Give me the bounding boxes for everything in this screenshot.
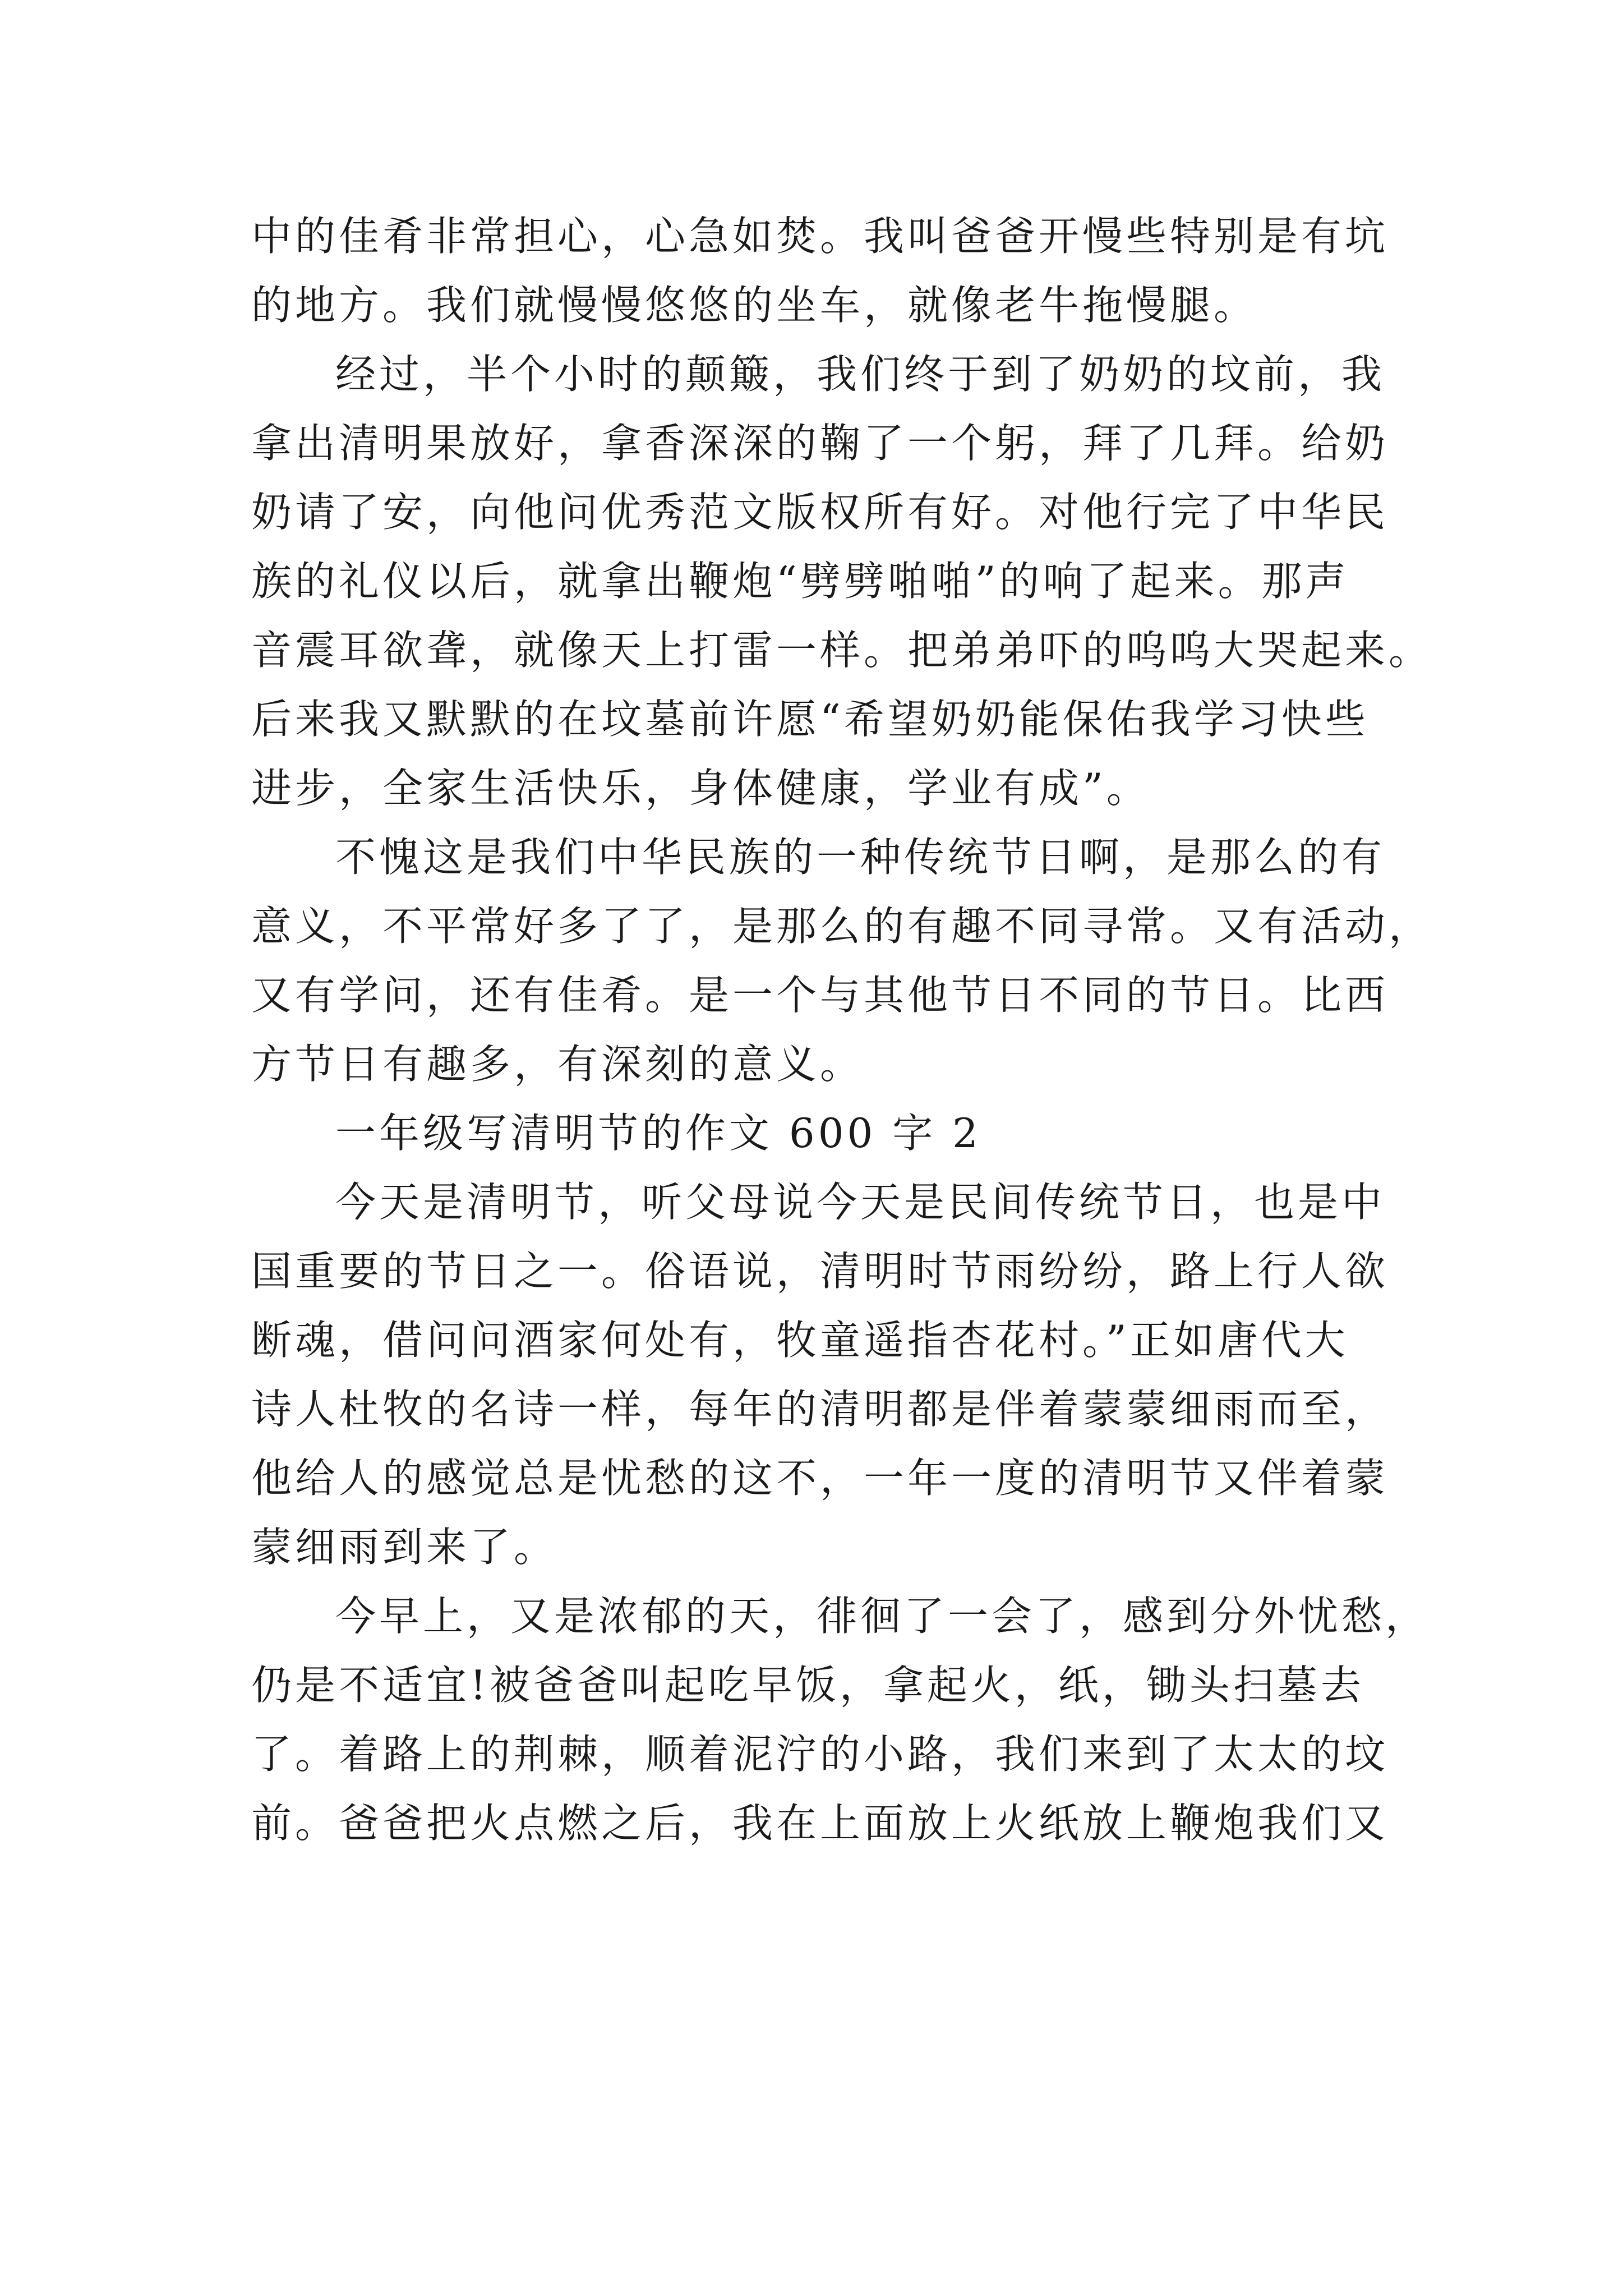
text-line: 音震耳欲聋，就像天上打雷一样。把弟弟吓的呜呜大哭起来。 — [251, 627, 1433, 674]
text-line: 经过，半个小时的颠簸，我们终于到了奶奶的坟前，我 — [335, 351, 1386, 398]
text-line: 意义，不平常好多了了，是那么的有趣不同寻常。又有活动， — [251, 903, 1433, 950]
text-line: 不愧这是我们中华民族的一种传统节日啊，是那么的有 — [335, 834, 1386, 881]
text-line: 今天是清明节，听父母说今天是民间传统节日，也是中 — [335, 1179, 1386, 1226]
text-line: 奶请了安，向他问优秀范文版权所有好。对他行完了中华民 — [251, 489, 1389, 536]
text-line: 国重要的节日之一。俗语说，清明时节雨纷纷，路上行人欲 — [251, 1248, 1389, 1295]
text-line: 他给人的感觉总是忧愁的这不，一年一度的清明节又伴着蒙 — [251, 1455, 1389, 1502]
text-line: 后来我又默默的在坟墓前许愿“希望奶奶能保佑我学习快些 — [251, 696, 1369, 743]
text-line: 断魂，借问问酒家何处有，牧童遥指杏花村。”正如唐代大 — [251, 1317, 1349, 1364]
text-line: 进步，全家生活快乐，身体健康，学业有成”。 — [251, 765, 1150, 812]
text-line: 又有学问，还有佳肴。是一个与其他节日不同的节日。比西 — [251, 972, 1389, 1019]
text-line: 仍是不适宜!被爸爸叫起吃早饭，拿起火，纸，锄头扫墓去 — [251, 1662, 1364, 1709]
text-line: 了。着路上的荆棘，顺着泥泞的小路，我们来到了太太的坟 — [251, 1731, 1389, 1778]
text-line: 中的佳肴非常担心，心急如焚。我叫爸爸开慢些特别是有坑 — [251, 213, 1389, 260]
text-line: 方节日有趣多，有深刻的意义。 — [251, 1041, 864, 1088]
text-line: 拿出清明果放好，拿香深深的鞠了一个躬，拜了几拜。给奶 — [251, 420, 1389, 467]
text-line: 的地方。我们就慢慢悠悠的坐车，就像老牛拖慢腿。 — [251, 282, 1258, 329]
text-line: 蒙细雨到来了。 — [251, 1524, 558, 1571]
text-line: 前。爸爸把火点燃之后，我在上面放上火纸放上鞭炮我们又 — [251, 1800, 1389, 1847]
text-line: 今早上，又是浓郁的天，徘徊了一会了，感到分外忧愁， — [335, 1593, 1430, 1640]
text-line: 族的礼仪以后，就拿出鞭炮“劈劈啪啪”的响了起来。那声 — [251, 558, 1349, 605]
document-body — [251, 202, 1433, 1858]
text-line: 诗人杜牧的名诗一样，每年的清明都是伴着蒙蒙细雨而至， — [251, 1386, 1389, 1433]
section-heading: 一年级写清明节的作文 600 字 2 — [335, 1110, 981, 1157]
